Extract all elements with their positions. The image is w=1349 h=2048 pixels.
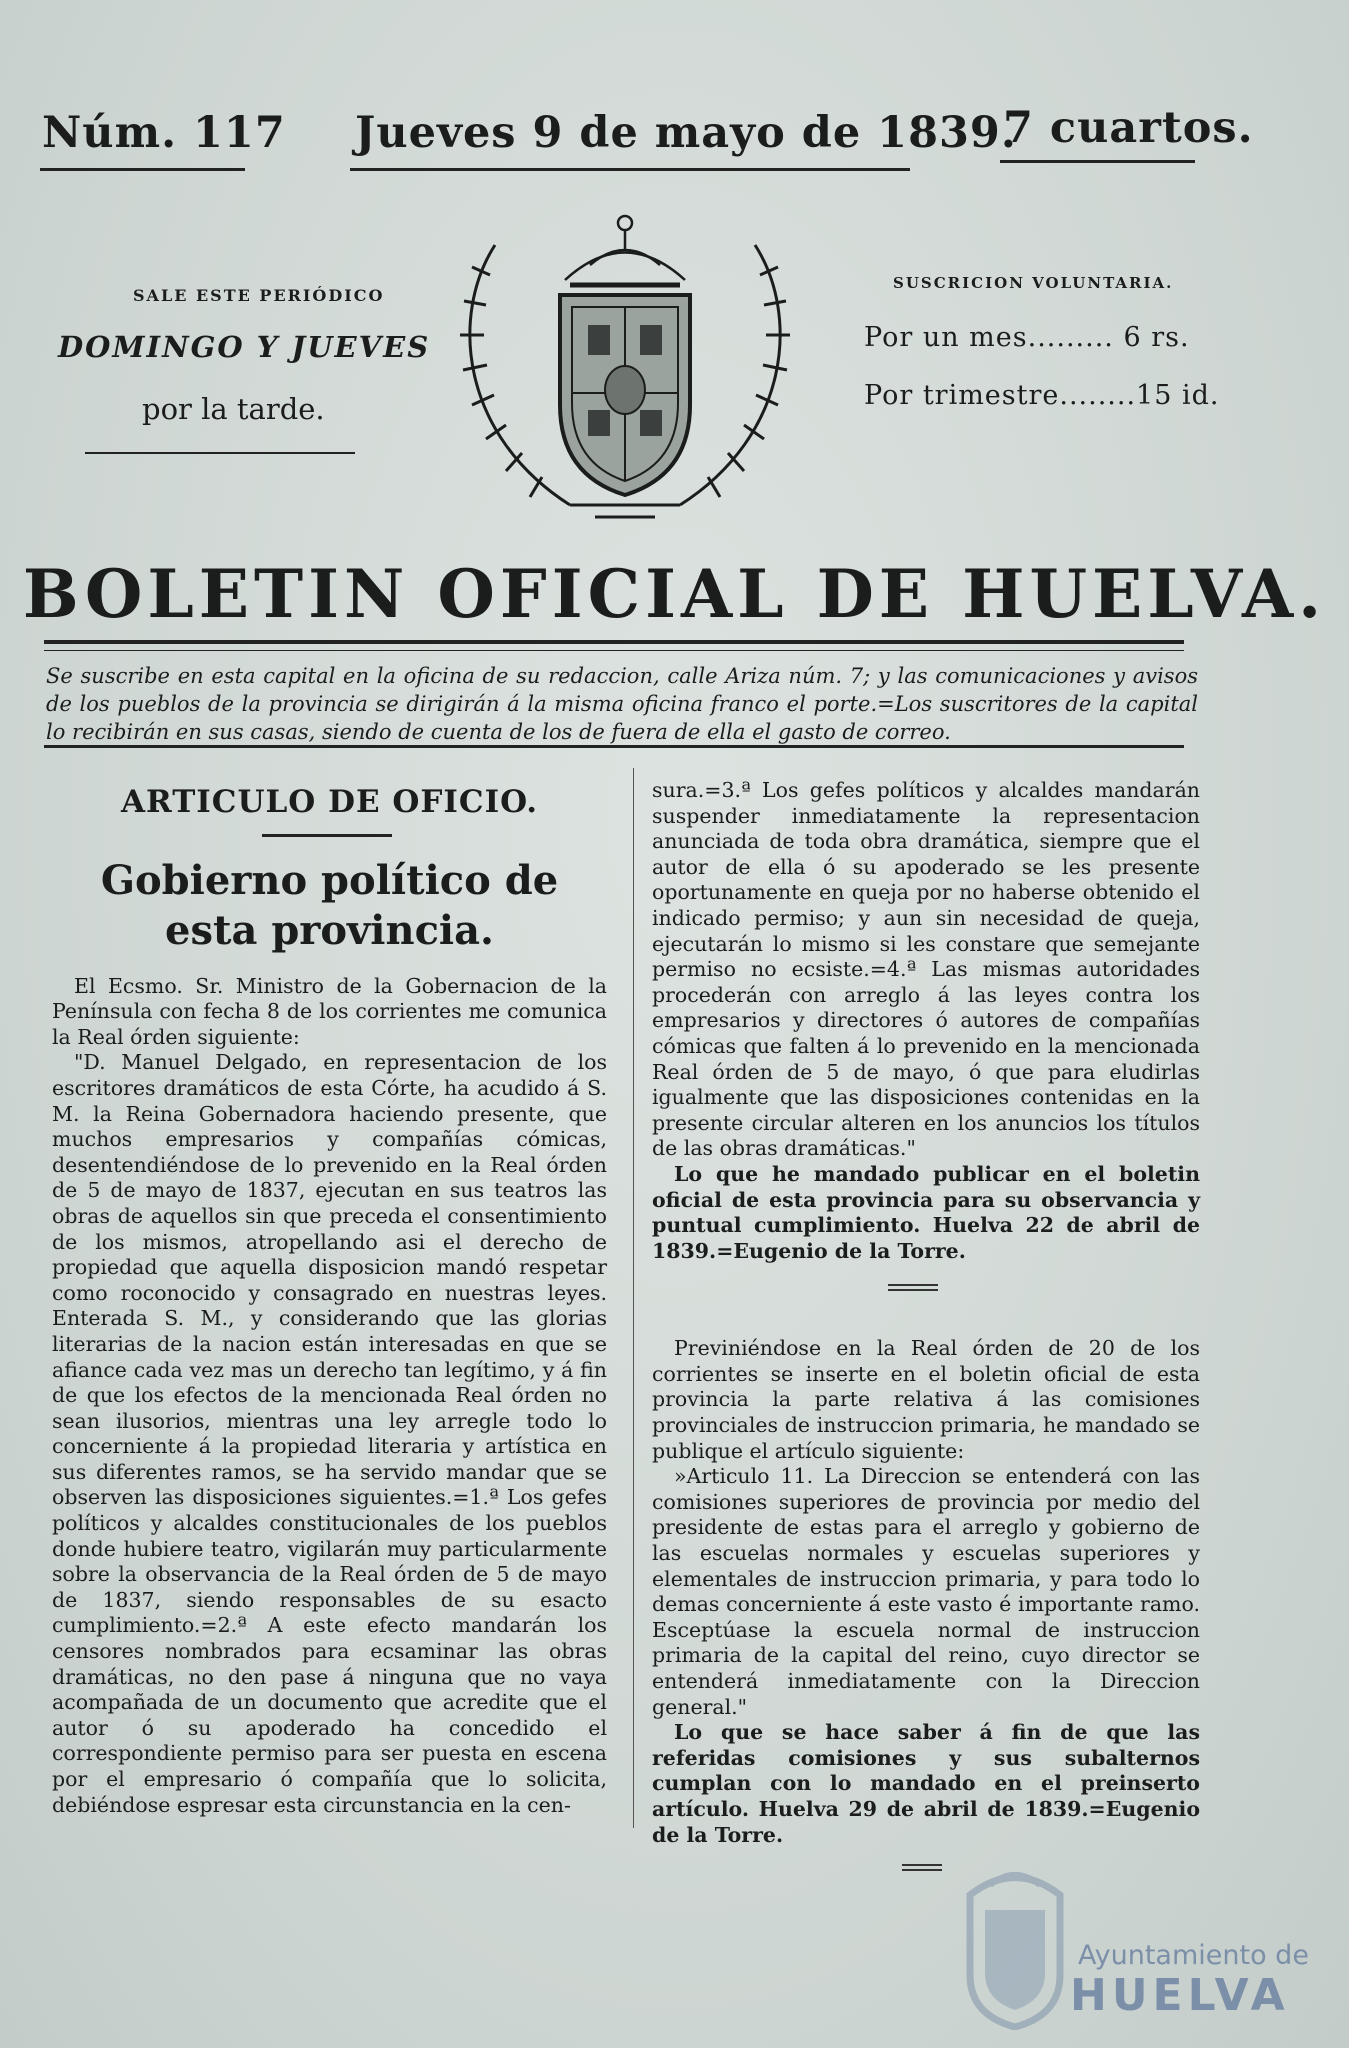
article-paragraph-intro: El Ecsmo. Sr. Ministro de la Gobernacion de la Península con fecha 8 de los corrientes me comunica la Real órden siguiente: [52,973,607,1049]
issue-number: Núm. 117 [42,108,286,158]
section-divider [52,816,607,856]
right-column [652,778,1200,1878]
issue-number-underline [40,168,245,171]
watermark-line-1: Ayuntamiento de [1078,1940,1309,1971]
article-paragraph-order: "D. Manuel Delgado, en representacion de los escritores dramáticos de esta Córte, ha acudido á S. M. la Reina Gobernadora haciendo presente, que muchos empresarios y compañías cómicas, desentendiéndose de lo prevenido en la Real órden de 5 de mayo de 1837, ejecutan en sus teatros las obras de aquellos sin que preceda el consentimiento de los mismos, atropellando asi el derecho de propiedad que aquella disposicion mandó respetar como roconocido y consagrado en nuestras leyes. Enterada S. M., y considerando que las glorias literarias de la nacion están interesadas en que se afiance cada vez mas un derecho tan legítimo, y á fin de que los efectos de la mencionada Real órden no sean ilusorios, mientras una ley arregle todo lo concerniente á la propiedad literaria y artística en sus diferentes ramos, se ha servido mandar que se observen las disposiciones siguientes.=1.ª Los gefes políticos y alcaldes constitucionales de los pueblos donde hubiere teatro, vigilarán muy particularmente sobre la observancia de la Real órden de 5 de mayo de 1837, siendo responsables de su esacto cumplimiento.=2.ª A este efecto mandarán los censores nombrados para ecsaminar las obras dramáticas, no den pase á ninguna que no vaya acompañada de un documento que acredite que el autor ó su apoderado ha concedido el correspondiente permiso para ser puesta en escena por el empresario ó compañía que lo solicita, debiéndose espresar esta circunstancia en la cen- [52,1050,607,1817]
note-rule-bottom [44,745,1184,748]
left-column [52,784,607,1818]
article-closing-signature: Lo que he mandado publicar en el boletin oficial de esta provincia para su observancia y puntual cumplimiento. Huelva 22 de abril de 1839.=Eugenio de la Torre. [652,1161,1200,1263]
subscription-note: Se suscribe en esta capital en la oficina de su redaccion, calle Ariza núm. 7; y las comunicaciones y avisos de los pueblos de la provincia se dirigirán á la misma oficina franco el porte.=Los suscritores de la capital lo recibirán en sus casas, siendo de cuenta de los de fuera de ella el gasto de correo. [46,664,1198,744]
issue-price-underline [1000,160,1195,163]
publication-days: DOMINGO Y JUEVES [58,330,431,364]
instruction-article-11: »Articulo 11. La Direccion se entenderá con las comisiones superiores de provincia por medio del presidente de estas para el arreglo y gobierno de las escuelas normales y escuelas superiores y elementales de instruccion primaria, y para todo lo demas concerniente á este vasto é importante ramo. Esceptúase la escuela normal de instruccion primaria de la capital del reino, cuyo director se entenderá inmediatamente con la Direccion general." [652,1464,1200,1719]
article-paragraph-continued: sura.=3.ª Los gefes políticos y alcaldes mandarán suspender inmediatamente la representacion anunciada de toda obra dramática, siempre que el autor de ella ó su apoderado se les presente oportunamente en queja por no haberse obtenido el indicado permiso; y aun sin necesidad de queja, ejecutarán lo mismo si les constare que semejante permiso no ecsiste.=4.ª Las mismas autoridades procederán con arreglo á las leyes contra los empresarios y directores ó autores de compañías cómicas que falten á lo prevenido en la mencionada Real órden de 5 de mayo, ó que para eludirlas igualmente que las disposiciones contenidas en la presente circular alteren en los anuncios los títulos de las obras dramáticas." [652,778,1200,1161]
instruction-closing-signature: Lo que se hace saber á fin de que las referidas comisiones y sus subalternos cumplan con lo mandado en el preinserto artículo. Huelva 29 de abril de 1839.=Eugenio de la Torre. [652,1720,1200,1847]
masthead-rule-thick [44,640,1184,644]
article-heading: Gobierno político de esta provincia. [100,856,559,954]
left-info-rule [85,452,355,454]
column-divider [633,768,634,1828]
watermark-line-2: HUELVA [1070,1970,1290,2021]
royal-coat-of-arms-emblem [420,205,830,530]
publication-time: por la tarde. [142,392,325,426]
issue-price: 7 cuartos. [1003,103,1254,153]
subscription-title: SUSCRICION VOLUNTARIA. [893,274,1174,292]
subscription-monthly-rate: Por un mes......... 6 rs. [864,322,1190,353]
publication-schedule-label: SALE ESTE PERIÓDICO [133,286,385,305]
issue-date: Jueves 9 de mayo de 1839. [355,108,1017,158]
instruction-notice-paragraph: Previniéndose en la Real órden de 20 de los corrientes se inserte en el boletin oficial de esta provincia la parte relativa á las comisiones provinciales de instruccion primaria, he mandado se publique el artículo siguiente: [652,1336,1200,1463]
separator-double-rule [652,1264,1200,1308]
masthead-rule-thin [44,650,1184,651]
subscription-quarterly-rate: Por trimestre........15 id. [864,380,1220,411]
section-title: ARTICULO DE OFICIO. [120,784,539,820]
issue-date-underline [350,168,910,171]
newspaper-masthead-title: BOLETIN OFICIAL DE HUELVA. [22,555,1327,633]
